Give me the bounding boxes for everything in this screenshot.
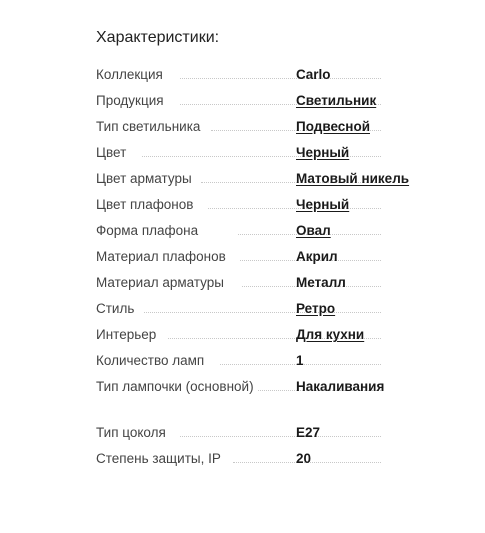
spec-value-link[interactable]: Черный [296,145,350,160]
spec-row-style [96,299,426,319]
spec-label: Материал плафонов [96,249,226,264]
spec-value: Металл [296,275,346,290]
spec-row-lamp-count [96,351,426,371]
spec-label: Форма плафона [96,223,199,238]
spec-label: Количество ламп [96,353,205,368]
spec-value-link[interactable]: Овал [296,223,331,238]
spec-value: 1 [296,353,304,368]
spec-row-interior [96,325,426,345]
spec-label: Тип цоколя [96,425,166,440]
spec-row-bulb-type [96,377,426,417]
spec-value: E27 [296,425,321,440]
spec-label: Стиль [96,301,135,316]
spec-value-link[interactable]: Подвесной [296,119,370,134]
spec-row-shade-material [96,247,426,267]
spec-value: Carlo [296,67,331,82]
spec-value-link[interactable]: Светильник [296,93,377,108]
spec-row-lamp-type [96,117,426,137]
spec-label: Интерьер [96,327,157,342]
spec-label: Цвет [96,145,127,160]
dotted-leader [180,436,381,437]
spec-label: Коллекция [96,67,163,82]
spec-value: 20 [296,451,312,466]
spec-row-shade-color [96,195,426,215]
spec-row-fitting-material [96,273,426,293]
spec-value-link[interactable]: Черный [296,197,350,212]
dotted-leader [144,312,381,313]
specifications-title: Характеристики: [96,29,220,46]
spec-row-collection [96,65,426,85]
spec-label: Степень защиты, IP [96,451,221,466]
spec-label: Цвет плафонов [96,197,194,212]
spec-value: Накаливания [296,379,385,394]
spec-row-shade-shape [96,221,426,241]
spec-label: Тип светильника [96,119,201,134]
dotted-leader [208,208,381,209]
spec-row-ip-rating [96,449,426,469]
spec-label: Цвет арматуры [96,171,192,186]
spec-label: Тип лампочки (основной) [96,379,254,394]
spec-value: Акрил [296,249,338,264]
spec-row-color [96,143,426,163]
spec-row-socket-type [96,423,426,443]
spec-row-product [96,91,426,111]
spec-value-link[interactable]: Ретро [296,301,336,316]
spec-value-link[interactable]: Матовый никель [296,171,410,186]
spec-label: Материал арматуры [96,275,224,290]
dotted-leader [180,78,381,79]
spec-value-link[interactable]: Для кухни [296,327,365,342]
spec-label: Продукция [96,93,164,108]
spec-row-fitting-color [96,169,426,189]
